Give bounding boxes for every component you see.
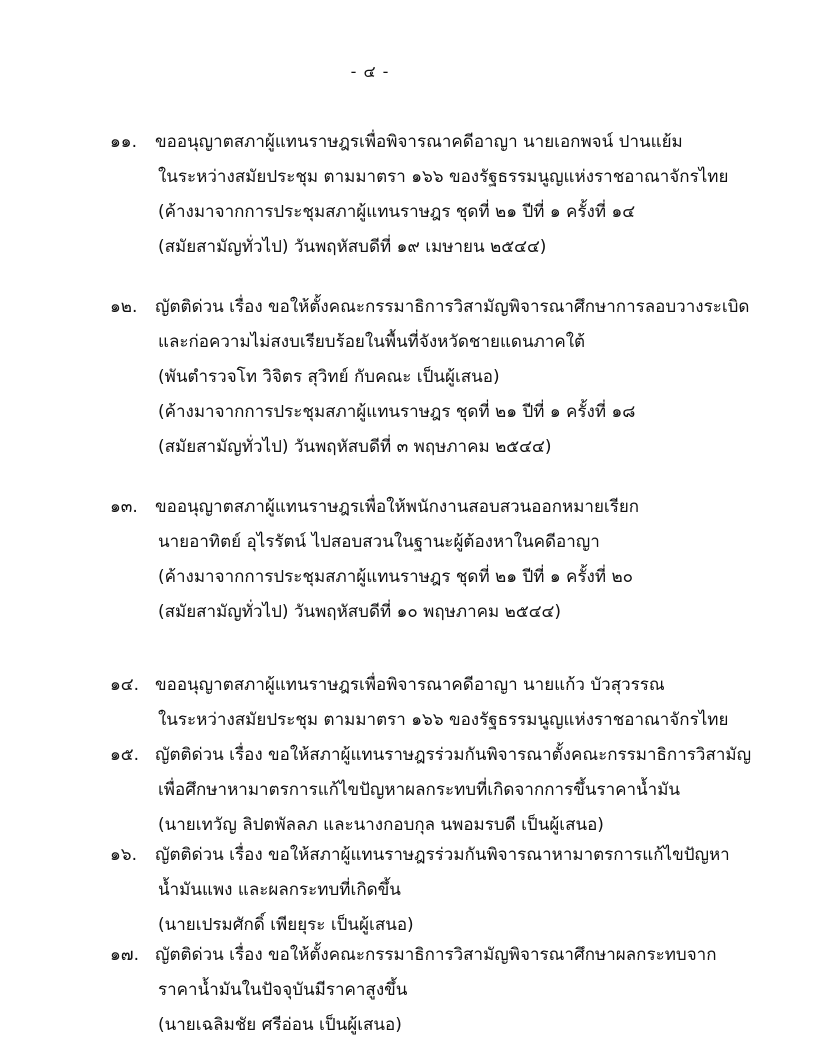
agenda-item-number: ๑๑. bbox=[110, 132, 137, 152]
agenda-item-text: (ค้างมาจากการประชุมสภาผู้แทนราษฎร ชุดที่ ๒๑ ปีที่ ๑ ครั้งที่ ๑๘ bbox=[158, 402, 636, 422]
agenda-item-text: ญัตติด่วน เรื่อง ขอให้สภาผู้แทนราษฎรร่วมกันพิจารณาตั้งคณะกรรมาธิการวิสามัญ bbox=[155, 745, 752, 765]
agenda-item-text: ราคาน้ำมันในปัจจุบันมีราคาสูงขึ้น bbox=[158, 980, 408, 1000]
agenda-item-text: (สมัยสามัญทั่วไป) วันพฤหัสบดีที่ ๑๙ เมษายน ๒๕๔๔) bbox=[158, 237, 547, 257]
agenda-item-text: (สมัยสามัญทั่วไป) วันพฤหัสบดีที่ ๓ พฤษภาคม ๒๕๔๔) bbox=[158, 437, 552, 457]
agenda-item-text: ขออนุญาตสภาผู้แทนราษฎรเพื่อให้พนักงานสอบสวนออกหมายเรียก bbox=[155, 497, 640, 517]
agenda-item-text: ญัตติด่วน เรื่อง ขอให้ตั้งคณะกรรมาธิการวิสามัญพิจารณาศึกษาการลอบวางระเบิด bbox=[155, 297, 750, 317]
agenda-item-number: ๑๒. bbox=[110, 297, 138, 317]
agenda-item-text: (นายเฉลิมชัย ศรีอ่อน เป็นผู้เสนอ) bbox=[158, 1015, 402, 1035]
agenda-item-text: (นายเทวัญ ลิปตพัลลภ และนางกอบกุล นพอมรบดี เป็นผู้เสนอ) bbox=[158, 815, 604, 835]
agenda-item-text: ในระหว่างสมัยประชุม ตามมาตรา ๑๖๖ ของรัฐธรรมนูญแห่งราชอาณาจักรไทย bbox=[158, 710, 729, 730]
agenda-item-text: เพื่อศึกษาหามาตรการแก้ไขปัญหาผลกระทบที่เกิดจากการขึ้นราคาน้ำมัน bbox=[158, 780, 681, 800]
agenda-item-text: (สมัยสามัญทั่วไป) วันพฤหัสบดีที่ ๑๐ พฤษภาคม ๒๕๔๔) bbox=[158, 602, 562, 622]
agenda-item-text: ขออนุญาตสภาผู้แทนราษฎรเพื่อพิจารณาคดีอาญา นายแก้ว บัวสุวรรณ bbox=[155, 675, 665, 695]
agenda-item-text: นายอาทิตย์ อุไรรัตน์ ไปสอบสวนในฐานะผู้ต้องหาในคดีอาญา bbox=[158, 532, 600, 552]
agenda-item-text: (ค้างมาจากการประชุมสภาผู้แทนราษฎร ชุดที่ ๒๑ ปีที่ ๑ ครั้งที่ ๑๔ bbox=[158, 202, 636, 222]
agenda-item-text: (พันตำรวจโท วิจิตร สุวิทย์ กับคณะ เป็นผู้เสนอ) bbox=[158, 367, 500, 387]
page-number: - ๔ - bbox=[350, 62, 390, 81]
agenda-item-number: ๑๕. bbox=[110, 745, 140, 765]
agenda-item-text: ในระหว่างสมัยประชุม ตามมาตรา ๑๖๖ ของรัฐธรรมนูญแห่งราชอาณาจักรไทย bbox=[158, 167, 729, 187]
agenda-item-number: ๑๓. bbox=[110, 497, 138, 517]
agenda-item-text: ขออนุญาตสภาผู้แทนราษฎรเพื่อพิจารณาคดีอาญา นายเอกพจน์ ปานแย้ม bbox=[155, 132, 683, 152]
agenda-item-number: ๑๗. bbox=[110, 945, 139, 965]
agenda-item-text: ญัตติด่วน เรื่อง ขอให้สภาผู้แทนราษฎรร่วมกันพิจารณาหามาตรการแก้ไขปัญหา bbox=[155, 845, 730, 865]
agenda-item-text: และก่อความไม่สงบเรียบร้อยในพื้นที่จังหวัดชายแดนภาคใต้ bbox=[158, 332, 586, 352]
agenda-item-text: ญัตติด่วน เรื่อง ขอให้ตั้งคณะกรรมาธิการวิสามัญพิจารณาศึกษาผลกระทบจาก bbox=[155, 945, 717, 965]
agenda-item-number: ๑๔. bbox=[110, 675, 140, 695]
agenda-item-number: ๑๖. bbox=[110, 845, 137, 865]
agenda-item-text: (นายเปรมศักดิ์ เพียยุระ เป็นผู้เสนอ) bbox=[158, 915, 414, 935]
agenda-item-text: น้ำมันแพง และผลกระทบที่เกิดขึ้น bbox=[158, 880, 401, 900]
agenda-item-text: (ค้างมาจากการประชุมสภาผู้แทนราษฎร ชุดที่ ๒๑ ปีที่ ๑ ครั้งที่ ๒๐ bbox=[158, 567, 634, 587]
